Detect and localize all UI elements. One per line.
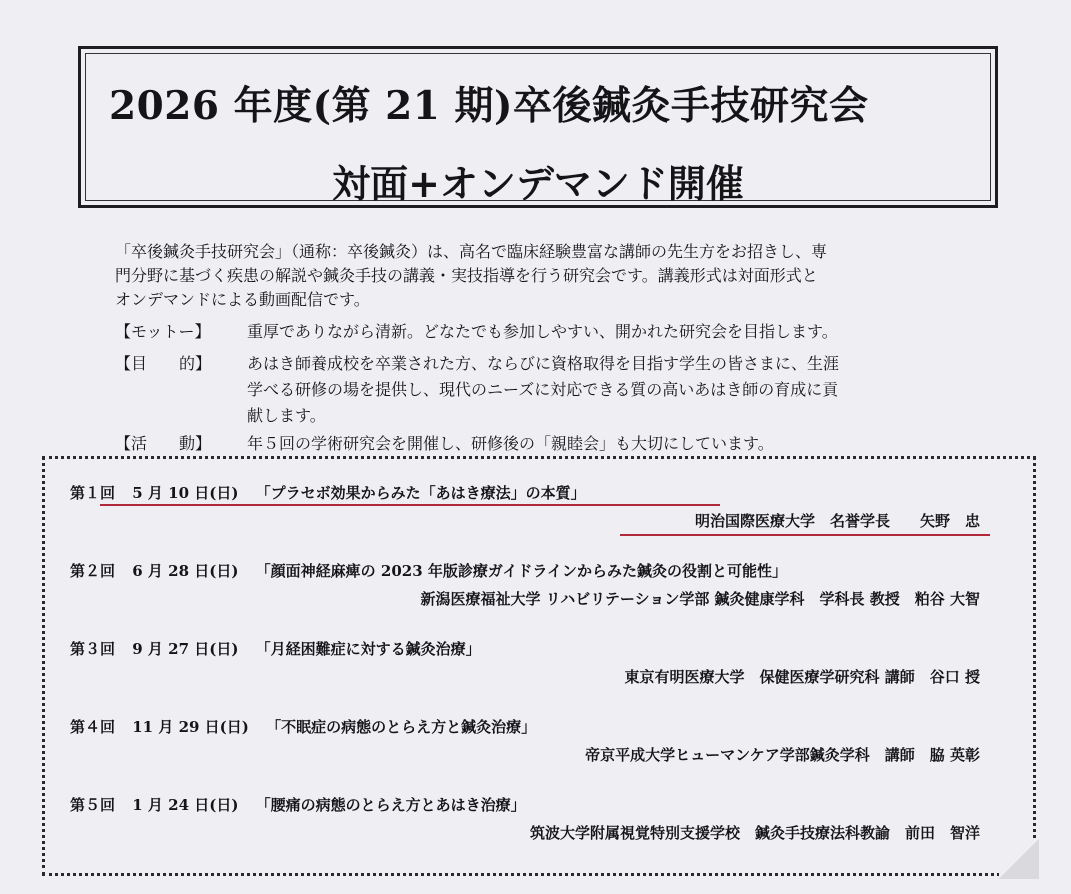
highlight-underline [620,534,990,536]
definition-key: 【モットー】 [115,322,211,341]
session-lecturer: 明治国際医療大学 名誉学長 矢野 忠 [694,512,980,530]
session-theme: 「プラセボ効果からみた「あはき療法」の本質」 [255,484,586,502]
page-curl-decoration [999,839,1039,879]
session-lecturer: 新潟医療福祉大学 リハビリテーション学部 鍼灸健康学科 学科長 教授 粕谷 大智 [420,590,980,608]
session-line [70,716,1000,738]
session-theme: 「不眠症の病態のとらえ方と鍼灸治療」 [266,718,537,736]
definition-value: 献します。 [247,406,326,425]
session-item [70,794,1000,844]
page-title: 2026 年度(第 21 期)卒後鍼灸手技研究会 [109,83,869,129]
session-line [70,482,1000,504]
session-date: 6 月 28 日(日) [132,562,239,580]
session-date: 9 月 27 日(日) [132,640,239,658]
session-lecturer: 帝京平成大学ヒューマンケア学部鍼灸学科 講師 脇 英彰 [585,746,980,764]
session-theme: 「顔面神経麻痺の 2023 年版診療ガイドラインからみた鍼灸の役割と可能性」 [255,562,787,580]
session-theme: 「腰痛の病態のとらえ方とあはき治療」 [255,796,526,814]
session-number: 第３回 [70,640,116,658]
definition-key: 【活 動】 [115,434,212,453]
session-date: 5 月 10 日(日) [132,484,239,502]
session-number: 第２回 [70,562,116,580]
page-subtitle: 対面+オンデマンド開催 [332,162,744,206]
definition-key: 【目 的】 [115,354,212,373]
session-item [70,482,1000,532]
session-item [70,560,1000,610]
definition-value: 重厚でありながら清新。どなたでも参加しやすい、開かれた研究会を目指します。 [247,322,838,341]
session-line [70,560,1000,582]
intro-paragraph [115,240,995,312]
session-number: 第１回 [70,484,116,502]
session-lecturer: 東京有明医療大学 保健医療学研究科 講師 谷口 授 [624,668,980,686]
session-lecturer: 筑波大学附属視覚特別支援学校 鍼灸手技療法科教諭 前田 智洋 [529,824,980,842]
definition-value: 学べる研修の場を提供し、現代のニーズに対応できる質の高いあはき師の育成に貢 [247,380,839,399]
session-line [70,638,1000,660]
intro-line: オンデマンドによる動画配信です。 [115,290,370,309]
session-item [70,638,1000,688]
intro-line: 門分野に基づく疾患の解説や鍼灸手技の講義・実技指導を行う研究会です。講義形式は対面形式と [115,266,818,285]
definition-value: あはき師養成校を卒業された方、ならびに資格取得を目指す学生の皆さまに、生涯 [247,354,840,373]
highlight-underline [100,504,720,506]
title-box [78,46,998,208]
session-number: 第４回 [70,718,116,736]
session-line [70,794,1000,816]
session-date: 11 月 29 日(日) [132,718,249,736]
session-date: 1 月 24 日(日) [132,796,239,814]
definition-value: 年５回の学術研究会を開催し、研修後の「親睦会」も大切にしています。 [247,434,774,453]
session-theme: 「月経困難症に対する鍼灸治療」 [255,640,481,658]
intro-line: 「卒後鍼灸手技研究会」（通称：卒後鍼灸）は、高名で臨床経験豊富な講師の先生方をお招きし、専 [115,242,828,261]
session-item [70,716,1000,766]
session-number: 第５回 [70,796,116,814]
